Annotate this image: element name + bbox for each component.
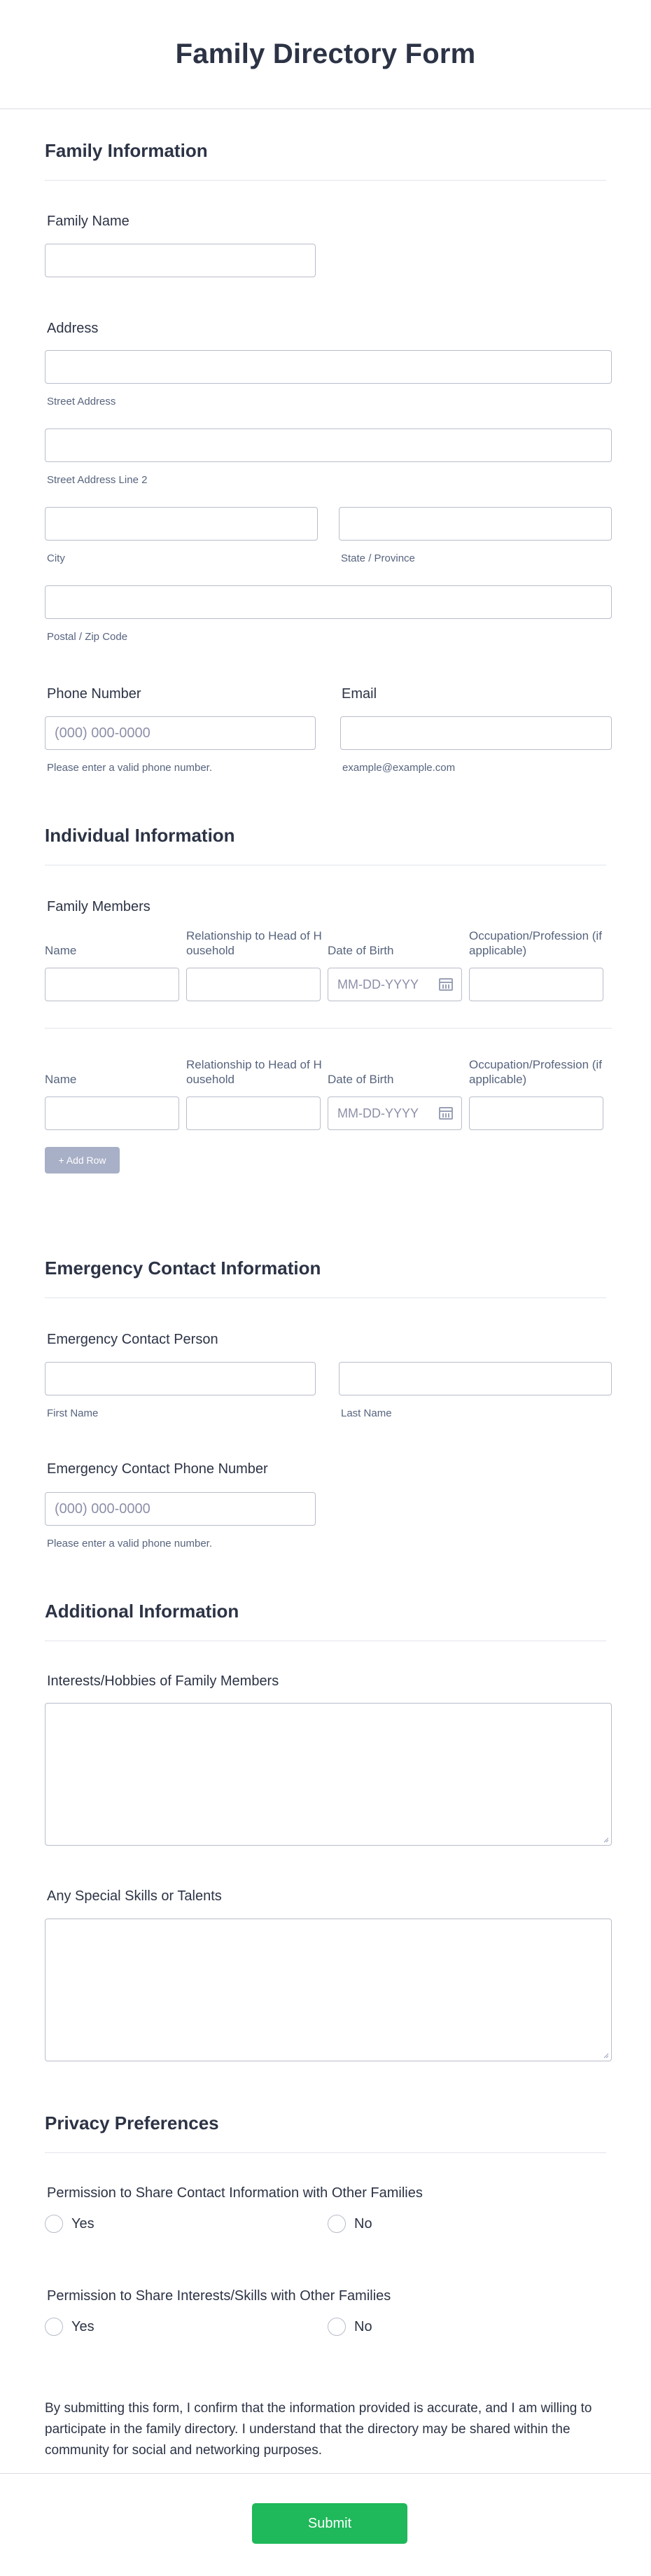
footer-divider: [0, 2473, 651, 2474]
email-hint: example@example.com: [342, 762, 456, 774]
family-section-title: Family Information: [45, 140, 208, 161]
city-sublabel: City: [47, 552, 65, 564]
add-row-button[interactable]: + Add Row: [45, 1147, 120, 1174]
emergency-phone-placeholder: (000) 000-0000: [55, 1501, 150, 1517]
form-header: [0, 0, 651, 109]
emergency-person-label: Emergency Contact Person: [47, 1332, 218, 1347]
column-header-name: Name: [45, 944, 77, 957]
street-address-sublabel: Street Address: [47, 396, 116, 408]
share-contact-label: Permission to Share Contact Information with Other Families: [47, 2185, 423, 2201]
emergency-first-name-input[interactable]: [45, 1362, 316, 1395]
submit-button[interactable]: Submit: [252, 2503, 407, 2544]
privacy-section-header: [45, 2112, 606, 2153]
calendar-icon[interactable]: [439, 978, 453, 991]
column-header-relationship: Relationship to Head of Household: [186, 1058, 322, 1086]
share-interests-yes-radio[interactable]: [45, 2318, 63, 2336]
privacy-section-title: Privacy Preferences: [45, 2112, 219, 2133]
consent-text: By submitting this form, I confirm that the information provided is accurate, and I am willing to participate in the family directory. I understand that the directory may be shared within the community for social and networking purposes.: [45, 2401, 592, 2458]
email-input[interactable]: [340, 716, 612, 750]
member-relationship-input[interactable]: [186, 1096, 321, 1130]
state-input[interactable]: [339, 507, 612, 541]
column-header-occupation: Occupation/Profession (if applicable): [469, 1058, 602, 1086]
address-label: Address: [47, 321, 99, 336]
column-header-occupation: Occupation/Profession (if applicable): [469, 929, 602, 957]
column-header-relationship: Relationship to Head of Household: [186, 929, 322, 957]
resize-handle-icon[interactable]: [602, 2052, 609, 2059]
dob-placeholder: MM-DD-YYYY: [337, 1106, 419, 1120]
emergency-last-name-input[interactable]: [339, 1362, 612, 1395]
member-name-input[interactable]: [45, 968, 179, 1001]
additional-section-title: Additional Information: [45, 1601, 239, 1622]
individual-section-title: Individual Information: [45, 825, 235, 846]
city-input[interactable]: [45, 507, 318, 541]
last-name-sublabel: Last Name: [341, 1407, 392, 1419]
column-header-dob: Date of Birth: [328, 1073, 394, 1086]
member-dob-input[interactable]: [328, 968, 462, 1001]
zip-input[interactable]: [45, 585, 612, 619]
share-contact-yes-label[interactable]: Yes: [71, 2216, 94, 2232]
emergency-phone-label: Emergency Contact Phone Number: [47, 1461, 268, 1477]
first-name-sublabel: First Name: [47, 1407, 99, 1419]
share-interests-label: Permission to Share Interests/Skills with Other Families: [47, 2288, 391, 2304]
family-members-label: Family Members: [47, 899, 150, 914]
state-sublabel: State / Province: [341, 552, 415, 564]
share-interests-no-radio[interactable]: [328, 2318, 346, 2336]
resize-handle-icon[interactable]: [602, 1836, 609, 1843]
emergency-section-header: [45, 1258, 606, 1298]
additional-section-header: [45, 1601, 606, 1641]
family-section-header: [45, 140, 606, 181]
row-divider: [45, 1028, 612, 1029]
share-interests-yes-label[interactable]: Yes: [71, 2319, 94, 2334]
member-dob-input[interactable]: [328, 1096, 462, 1130]
column-header-dob: Date of Birth: [328, 944, 394, 957]
share-contact-no-label[interactable]: No: [354, 2216, 372, 2232]
skills-textarea[interactable]: [45, 1919, 612, 2061]
emergency-section-title: Emergency Contact Information: [45, 1258, 321, 1279]
column-header-name: Name: [45, 1073, 77, 1086]
street-address-line2-input[interactable]: [45, 429, 612, 462]
interests-textarea[interactable]: [45, 1703, 612, 1846]
phone-hint: Please enter a valid phone number.: [47, 762, 212, 774]
skills-label: Any Special Skills or Talents: [47, 1888, 222, 1904]
street-address-input[interactable]: [45, 350, 612, 384]
zip-sublabel: Postal / Zip Code: [47, 631, 128, 643]
phone-placeholder: (000) 000-0000: [55, 725, 150, 741]
calendar-icon[interactable]: [439, 1107, 453, 1120]
emergency-phone-hint: Please enter a valid phone number.: [47, 1538, 212, 1550]
emergency-phone-input[interactable]: [45, 1492, 316, 1526]
interests-label: Interests/Hobbies of Family Members: [47, 1673, 279, 1689]
email-label: Email: [342, 686, 377, 702]
share-contact-no-radio[interactable]: [328, 2215, 346, 2233]
member-relationship-input[interactable]: [186, 968, 321, 1001]
street-address-line2-sublabel: Street Address Line 2: [47, 474, 148, 486]
share-contact-yes-radio[interactable]: [45, 2215, 63, 2233]
member-occupation-input[interactable]: [469, 968, 603, 1001]
family-name-input[interactable]: [45, 244, 316, 277]
family-name-label: Family Name: [47, 214, 130, 229]
form-title: Family Directory Form: [175, 39, 476, 69]
dob-placeholder: MM-DD-YYYY: [337, 977, 419, 991]
individual-section-header: [45, 825, 606, 865]
member-name-input[interactable]: [45, 1096, 179, 1130]
phone-label: Phone Number: [47, 686, 141, 702]
share-interests-no-label[interactable]: No: [354, 2319, 372, 2334]
member-occupation-input[interactable]: [469, 1096, 603, 1130]
phone-input[interactable]: [45, 716, 316, 750]
